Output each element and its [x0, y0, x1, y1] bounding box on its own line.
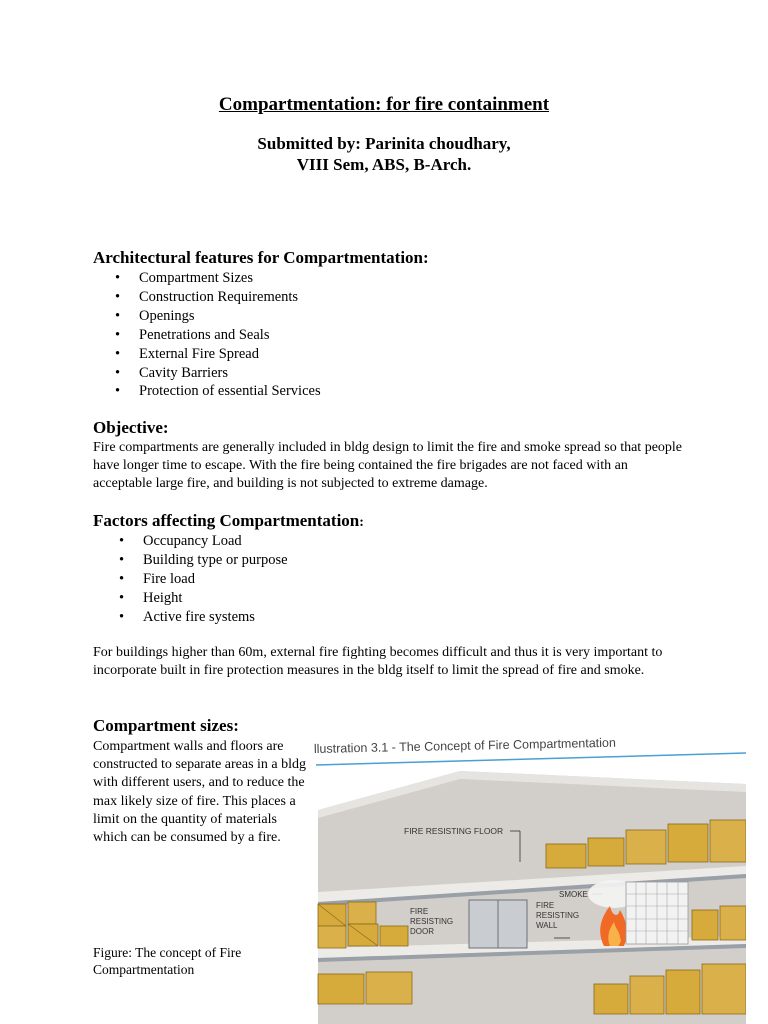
- factors-heading-text: Factors affecting Compartmentation: [93, 511, 360, 530]
- factors-heading-colon: :: [359, 515, 364, 530]
- objective-text: Fire compartments are generally included in bldg design to limit the fire and smoke spread so that people have longer time to escape. With the fire being contained the fire brigades are not faced with an acceptable large fire, and building is not subjected to extreme damage.: [93, 440, 683, 491]
- fire-compartment-illustration: [314, 734, 746, 1024]
- author-block: [0, 133, 768, 175]
- list-item: • Penetrations and Seals: [93, 326, 321, 345]
- page-title: Compartmentation: for fire containment: [218, 94, 550, 115]
- list-item: • Building type or purpose: [97, 551, 288, 570]
- list-item: • Protection of essential Services: [93, 382, 321, 401]
- factors-heading: [93, 511, 364, 531]
- architectural-list: [93, 269, 321, 401]
- figure-caption: Figure: The concept of Fire Compartmentation: [93, 945, 242, 977]
- list-item: • Occupancy Load: [97, 532, 288, 551]
- label-door-3: DOOR: [410, 927, 434, 936]
- compartment-sizes-heading: Compartment sizes:: [93, 716, 239, 735]
- glass-partition: [626, 882, 688, 944]
- label-wall-3: WALL: [536, 921, 558, 930]
- list-item: • Cavity Barriers: [93, 364, 321, 383]
- fire-resisting-door: [469, 900, 527, 948]
- list-item: • Construction Requirements: [93, 288, 321, 307]
- label-fire-resisting-floor: FIRE RESISTING FLOOR: [404, 826, 504, 836]
- height-note: For buildings higher than 60m, external fire fighting becomes difficult and thus it is very important to incorporate built in fire protection measures in the bldg itself to limit the spread of fire and smoke.: [93, 645, 663, 678]
- list-item: • Fire load: [97, 570, 288, 589]
- label-door-1: FIRE: [410, 907, 429, 916]
- list-item: • Compartment Sizes: [93, 269, 321, 288]
- list-item: • External Fire Spread: [93, 345, 321, 364]
- label-wall-2: RESISTING: [536, 911, 580, 920]
- architectural-heading: Architectural features for Compartmentation:: [93, 248, 429, 267]
- author-line: Submitted by: Parinita choudhary,: [257, 134, 511, 153]
- factors-list: [97, 532, 288, 627]
- illustration-title: llustration 3.1 - The Concept of Fire Compartmentation: [314, 735, 616, 756]
- title-rule: [316, 753, 746, 765]
- compartment-sizes-text: Compartment walls and floors are constructed to separate areas in a bldg with different users, and to reduce the max likely size of fire. This places a limit on the quantity of materials which can be consumed by a fire.: [93, 739, 307, 846]
- list-item: • Height: [97, 589, 288, 608]
- list-item: • Openings: [93, 307, 321, 326]
- objective-heading: Objective:: [93, 418, 169, 437]
- label-smoke: SMOKE: [559, 890, 588, 899]
- course-line: VIII Sem, ABS, B-Arch.: [296, 155, 472, 174]
- list-item: • Active fire systems: [97, 608, 288, 627]
- label-door-2: RESISTING: [410, 917, 454, 926]
- label-wall-1: FIRE: [536, 901, 555, 910]
